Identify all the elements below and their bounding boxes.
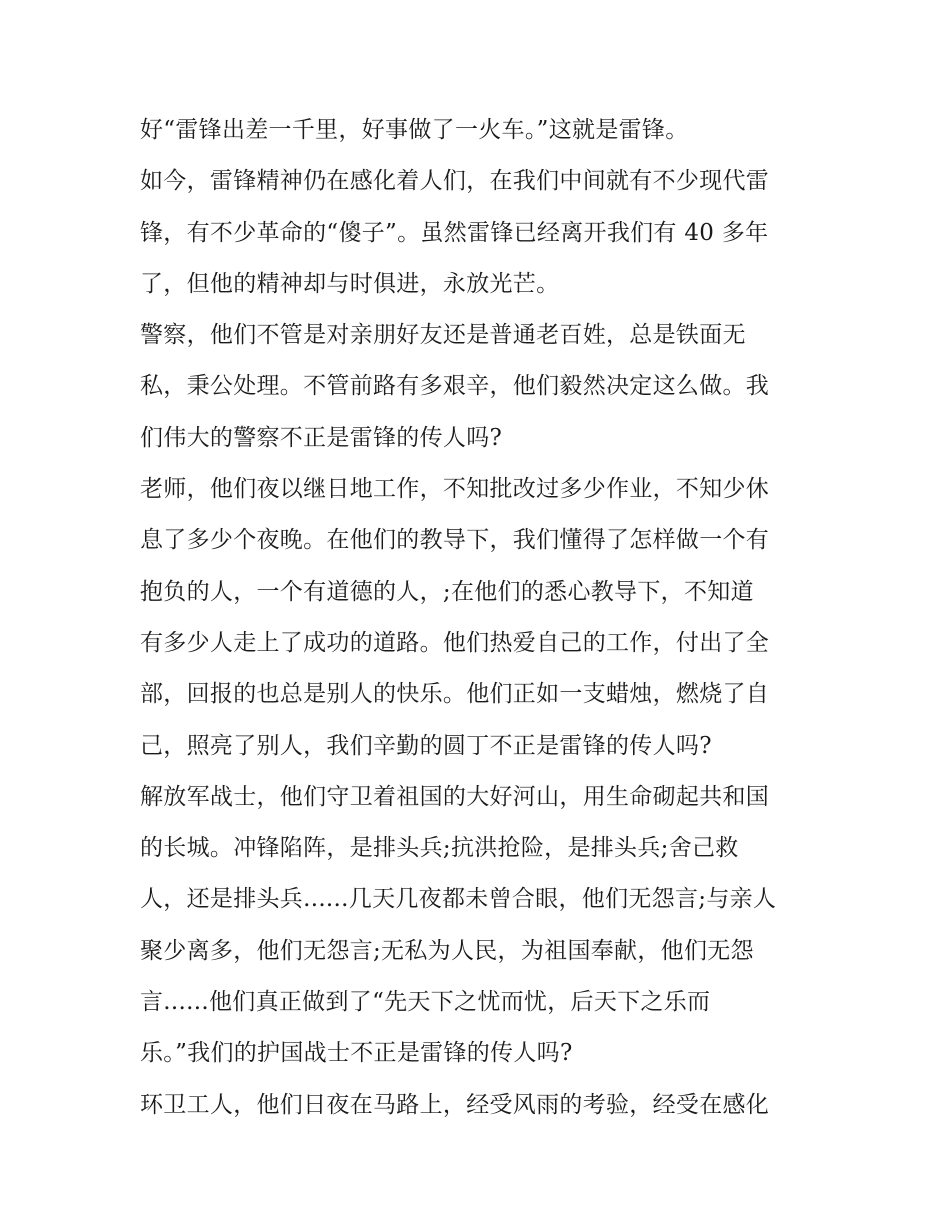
text-line: 言......他们真正做到了“先天下之忧而忧，后天下之乐而: [140, 989, 711, 1016]
body-text: [140, 108, 820, 1134]
text-line: 锋，有不少革命的“傻子”。虽然雷锋已经离开我们有 40 多年: [140, 219, 769, 246]
text-line: 老师，他们夜以继日地工作，不知批改过多少作业，不知少休: [140, 476, 770, 503]
text-line: 人，还是排头兵......几天几夜都未曾合眼，他们无怨言;与亲人: [140, 886, 777, 913]
text-line: 聚少离多，他们无怨言;无私为人民，为祖国奉献，他们无怨: [140, 937, 754, 964]
text-line: 解放军战士，他们守卫着祖国的大好河山，用生命砌起共和国: [140, 783, 770, 810]
text-line: 好“雷锋出差一千里，好事做了一火车。”这就是雷锋。: [140, 117, 689, 143]
text-line: 部，回报的也总是别人的快乐。他们正如一支蜡烛，燃烧了自: [140, 681, 770, 708]
text-line: 己，照亮了别人，我们辛勤的圆丁不正是雷锋的传人吗?: [140, 732, 712, 759]
text-line: 抱负的人，一个有道德的人，;在他们的悉心教导下，不知道: [140, 578, 754, 605]
text-line: 的长城。冲锋陷阵，是排头兵;抗洪抢险，是排头兵;舍己救: [140, 835, 739, 862]
text-line: 乐。”我们的护国战士不正是雷锋的传人吗?: [140, 1040, 573, 1067]
text-line: 了，但他的精神却与时俱进，永放光芒。: [140, 270, 560, 297]
text-line: 息了多少个夜晚。在他们的教导下，我们懂得了怎样做一个有: [140, 527, 770, 554]
text-line: 如今，雷锋精神仍在感化着人们，在我们中间就有不少现代雷: [140, 168, 770, 195]
text-line: 警察，他们不管是对亲朋好友还是普通老百姓，总是铁面无: [140, 322, 746, 349]
text-line: 环卫工人，他们日夜在马路上，经受风雨的考验，经受在感化: [140, 1091, 770, 1118]
text-line: 私，秉公处理。不管前路有多艰辛，他们毅然决定这么做。我: [140, 373, 770, 400]
text-line: 们伟大的警察不正是雷锋的传人吗?: [140, 424, 503, 451]
text-line: 有多少人走上了成功的道路。他们热爱自己的工作，付出了全: [140, 629, 770, 656]
